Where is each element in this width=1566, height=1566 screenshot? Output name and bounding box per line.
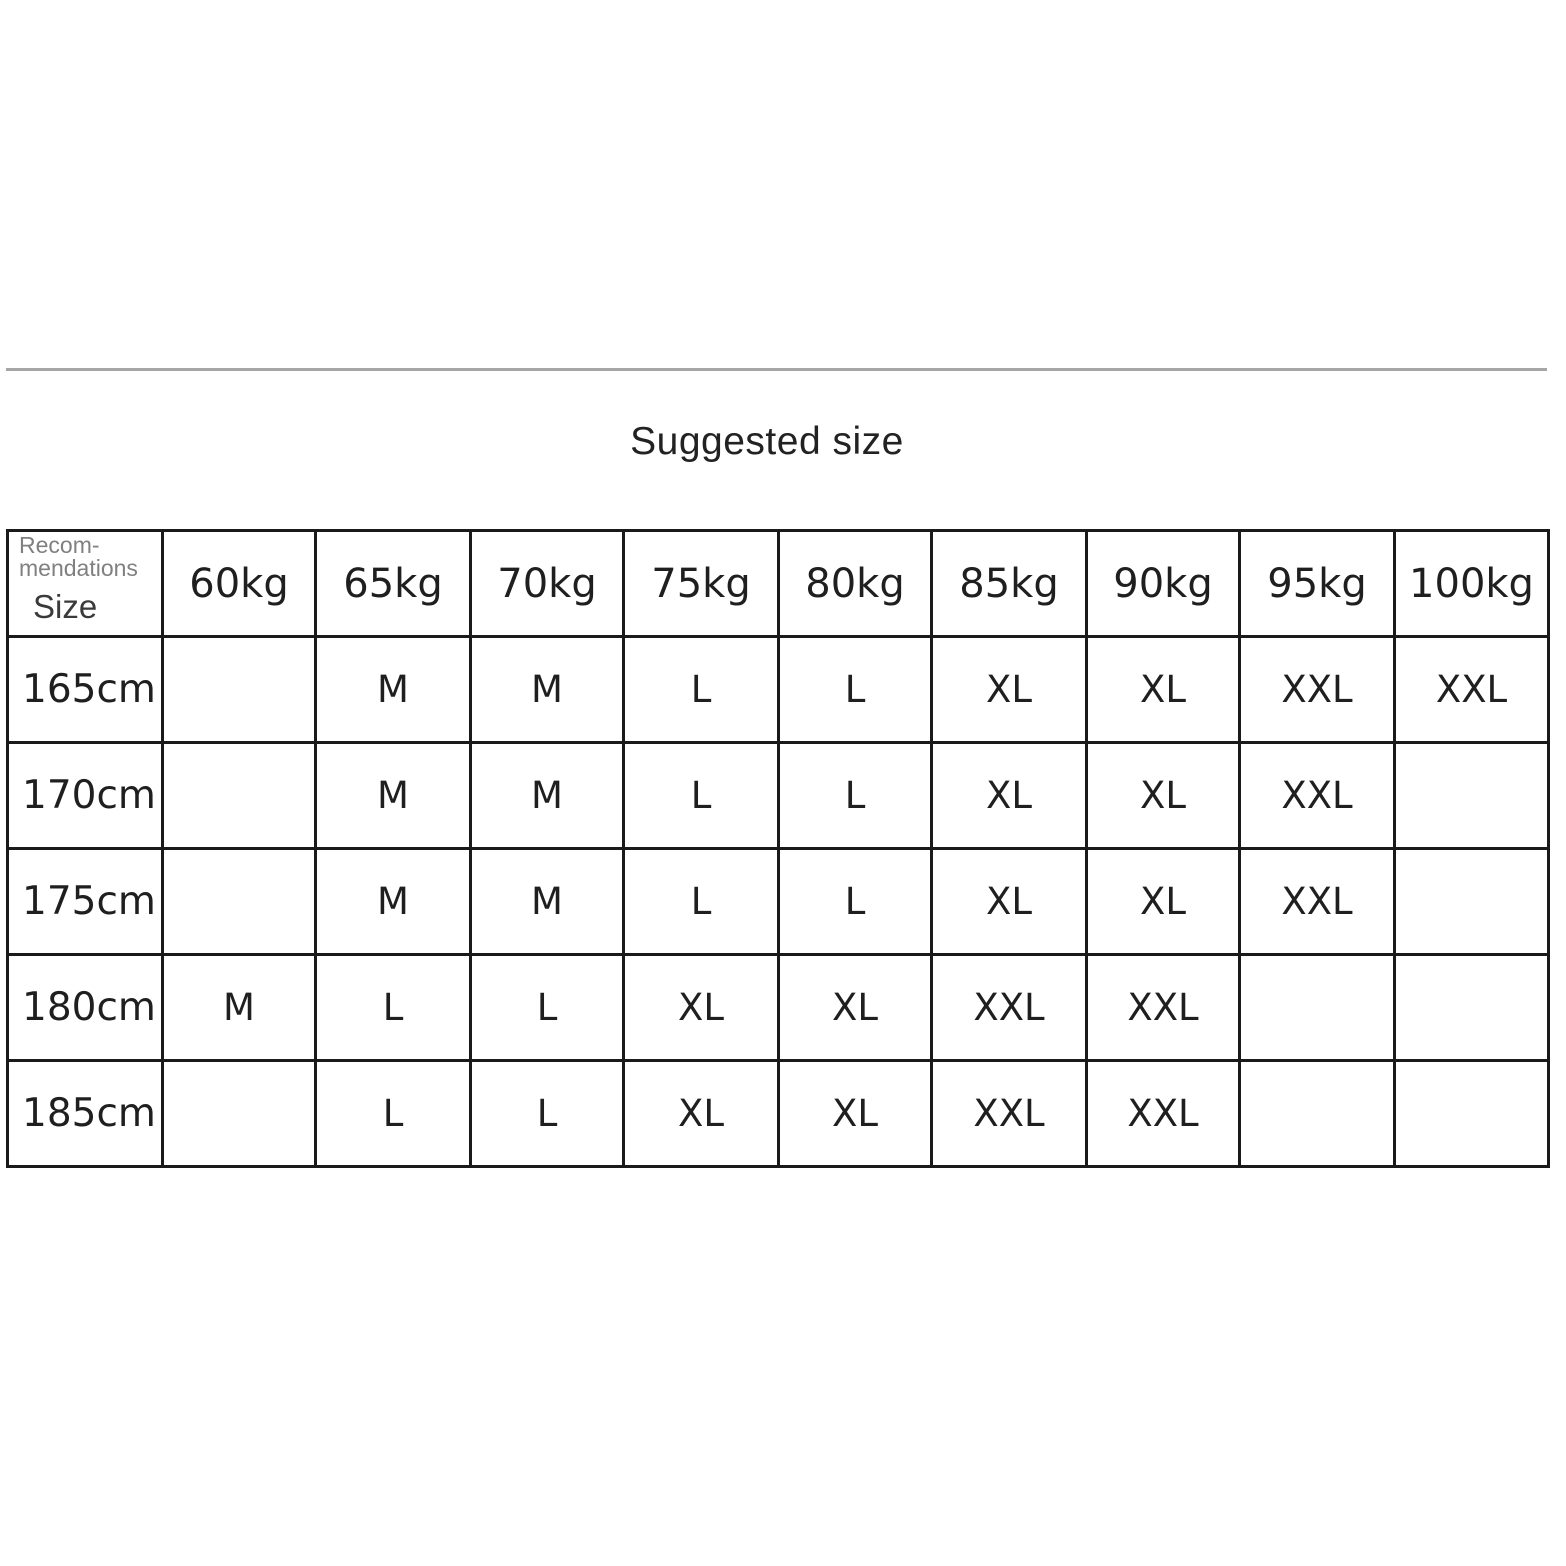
size-cell: XL [624, 1061, 779, 1167]
size-cell: M [471, 743, 624, 849]
size-cell: L [779, 637, 932, 743]
size-cell: M [316, 849, 471, 955]
weight-header-cell: 80kg [779, 531, 932, 637]
size-cell: M [471, 849, 624, 955]
weight-header-cell: 90kg [1087, 531, 1240, 637]
weight-header-cell: 85kg [932, 531, 1087, 637]
size-cell [163, 849, 316, 955]
size-cell: XXL [1240, 743, 1395, 849]
size-cell: L [471, 1061, 624, 1167]
size-cell: XXL [1240, 849, 1395, 955]
size-cell [163, 743, 316, 849]
size-cell: XL [1087, 637, 1240, 743]
height-label-cell: 175cm [8, 849, 163, 955]
size-cell: M [471, 637, 624, 743]
weight-header-cell: 100kg [1395, 531, 1549, 637]
size-cell: XL [932, 849, 1087, 955]
size-cell [1240, 1061, 1395, 1167]
table-row [8, 955, 1549, 1061]
size-cell: XXL [932, 1061, 1087, 1167]
weight-header-cell: 70kg [471, 531, 624, 637]
weight-header-cell: 60kg [163, 531, 316, 637]
size-cell: XXL [932, 955, 1087, 1061]
size-cell: L [316, 955, 471, 1061]
size-cell: XL [1087, 743, 1240, 849]
height-label-cell: 180cm [8, 955, 163, 1061]
size-cell: XL [1087, 849, 1240, 955]
size-cell: XL [779, 955, 932, 1061]
size-cell: L [624, 849, 779, 955]
size-cell: L [779, 849, 932, 955]
size-cell [1395, 955, 1549, 1061]
page-title: Suggested size [630, 420, 904, 463]
weight-header-cell: 75kg [624, 531, 779, 637]
size-cell: XL [932, 637, 1087, 743]
size-cell: XL [624, 955, 779, 1061]
size-cell: XXL [1087, 955, 1240, 1061]
size-cell: L [779, 743, 932, 849]
size-chart-table [6, 529, 1550, 1168]
size-cell [163, 1061, 316, 1167]
height-label-cell: 185cm [8, 1061, 163, 1167]
size-cell: L [471, 955, 624, 1061]
size-cell: XXL [1240, 637, 1395, 743]
size-cell: L [624, 637, 779, 743]
size-label: Size [33, 588, 98, 625]
size-cell [163, 637, 316, 743]
height-label-cell: 165cm [8, 637, 163, 743]
top-divider [6, 368, 1547, 371]
header-row [8, 531, 1549, 637]
size-cell [1240, 955, 1395, 1061]
size-cell: XL [932, 743, 1087, 849]
weight-header-cell: 65kg [316, 531, 471, 637]
size-cell: M [316, 743, 471, 849]
recommendations-label: Recom- mendations [19, 532, 138, 581]
size-cell: XL [779, 1061, 932, 1167]
size-cell: XXL [1087, 1061, 1240, 1167]
size-cell: XXL [1395, 637, 1549, 743]
size-cell: M [316, 637, 471, 743]
corner-header-cell [8, 531, 163, 637]
size-cell: L [624, 743, 779, 849]
table-row [8, 637, 1549, 743]
size-cell: L [316, 1061, 471, 1167]
size-cell [1395, 849, 1549, 955]
size-cell [1395, 1061, 1549, 1167]
table-row [8, 849, 1549, 955]
size-cell: M [163, 955, 316, 1061]
size-cell [1395, 743, 1549, 849]
table-row [8, 1061, 1549, 1167]
weight-header-cell: 95kg [1240, 531, 1395, 637]
height-label-cell: 170cm [8, 743, 163, 849]
table-row [8, 743, 1549, 849]
